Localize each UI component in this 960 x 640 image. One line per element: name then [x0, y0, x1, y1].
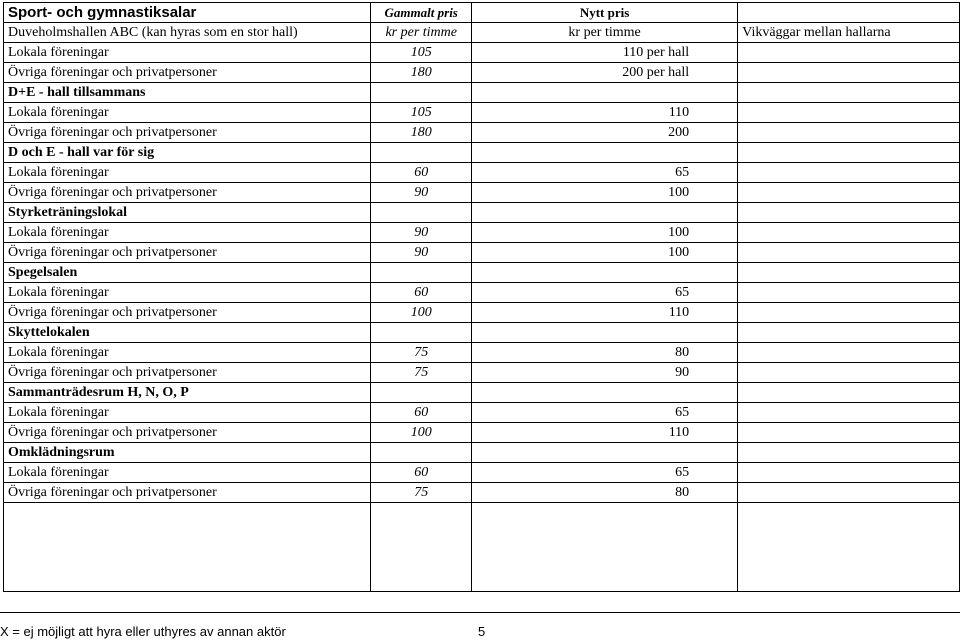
note-cell: [738, 283, 960, 303]
row-label: Lokala föreningar: [4, 343, 371, 363]
note-cell: [738, 443, 960, 463]
table-row: [4, 403, 960, 423]
new-price-cell: 110: [471, 303, 737, 323]
new-price-cell: 65: [471, 163, 737, 183]
note-cell: [738, 163, 960, 183]
section-row: [4, 203, 960, 223]
page-divider: [0, 612, 960, 613]
row-label: Omklädningsrum: [4, 443, 371, 463]
old-price-cell: 90: [371, 183, 472, 203]
row-label: D och E - hall var för sig: [4, 143, 371, 163]
old-price-cell: [371, 83, 472, 103]
new-price-cell: 110: [471, 423, 737, 443]
table-row: [4, 283, 960, 303]
row-label: Övriga föreningar och privatpersoner: [4, 303, 371, 323]
page-number: 5: [478, 624, 486, 639]
table-row: [4, 123, 960, 143]
row-label: Övriga föreningar och privatpersoner: [4, 363, 371, 383]
note-cell: [738, 123, 960, 143]
header-row: [4, 3, 960, 23]
note-cell: [738, 183, 960, 203]
new-price-cell: 65: [471, 463, 737, 483]
table-row: [4, 483, 960, 503]
row-label: Lokala föreningar: [4, 403, 371, 423]
row-label: Duveholmshallen ABC (kan hyras som en stor hall): [4, 23, 371, 43]
new-price-cell: [471, 263, 737, 283]
table-row: [4, 183, 960, 203]
row-label: Spegelsalen: [4, 263, 371, 283]
table-row: [4, 163, 960, 183]
new-price-cell: 100: [471, 243, 737, 263]
old-price-cell: 60: [371, 463, 472, 483]
new-price-cell: 200 per hall: [471, 63, 737, 83]
section-row: [4, 443, 960, 463]
new-price-cell: 100: [471, 223, 737, 243]
old-price-cell: 75: [371, 363, 472, 383]
empty-cell: [4, 503, 371, 592]
new-price-cell: [471, 323, 737, 343]
section-row: [4, 143, 960, 163]
row-label: Övriga föreningar och privatpersoner: [4, 63, 371, 83]
old-price-cell: 75: [371, 483, 472, 503]
new-price-cell: [471, 203, 737, 223]
old-price-cell: 180: [371, 123, 472, 143]
note-cell: [738, 463, 960, 483]
new-price-cell: [471, 443, 737, 463]
column-header-new-price: Nytt pris: [471, 3, 737, 23]
row-label: Lokala föreningar: [4, 103, 371, 123]
note-cell: [738, 203, 960, 223]
note-cell: Vikväggar mellan hallarna: [738, 23, 960, 43]
old-price-cell: 105: [371, 43, 472, 63]
table-row: [4, 223, 960, 243]
old-price-cell: 75: [371, 343, 472, 363]
sheet-title: Sport- och gymnastiksalar: [4, 3, 371, 23]
table-row: [4, 63, 960, 83]
footer-note: X = ej möjligt att hyra eller uthyres av annan aktör: [0, 624, 286, 639]
old-price-cell: 105: [371, 103, 472, 123]
old-price-cell: [371, 263, 472, 283]
row-label: Sammanträdesrum H, N, O, P: [4, 383, 371, 403]
row-label: Övriga föreningar och privatpersoner: [4, 183, 371, 203]
old-price-cell: 90: [371, 223, 472, 243]
empty-cell: [738, 503, 960, 592]
table-row: [4, 463, 960, 483]
new-price-cell: [471, 383, 737, 403]
table-row: [4, 243, 960, 263]
row-label: Övriga föreningar och privatpersoner: [4, 123, 371, 143]
old-price-cell: [371, 143, 472, 163]
table-row: [4, 363, 960, 383]
note-cell: [738, 103, 960, 123]
empty-cell: [471, 503, 737, 592]
note-cell: [738, 323, 960, 343]
price-table: [3, 2, 960, 592]
table-row: [4, 303, 960, 323]
row-label: Styrketräningslokal: [4, 203, 371, 223]
table-row: [4, 423, 960, 443]
row-label: D+E - hall tillsammans: [4, 83, 371, 103]
note-cell: [738, 343, 960, 363]
new-price-cell: 100: [471, 183, 737, 203]
new-price-cell: 80: [471, 343, 737, 363]
note-cell: [738, 263, 960, 283]
section-row: [4, 263, 960, 283]
old-price-cell: 100: [371, 303, 472, 323]
old-price-cell: 90: [371, 243, 472, 263]
note-cell: [738, 423, 960, 443]
note-cell: [738, 43, 960, 63]
note-cell: [738, 383, 960, 403]
note-cell: [738, 63, 960, 83]
note-cell: [738, 83, 960, 103]
old-price-cell: [371, 443, 472, 463]
section-row: [4, 83, 960, 103]
note-cell: [738, 223, 960, 243]
row-label: Lokala föreningar: [4, 43, 371, 63]
table-row: [4, 43, 960, 63]
empty-header-cell: [738, 3, 960, 23]
new-price-cell: kr per timme: [471, 23, 737, 43]
old-price-cell: 60: [371, 283, 472, 303]
table-row: [4, 343, 960, 363]
note-cell: [738, 243, 960, 263]
old-price-cell: 100: [371, 423, 472, 443]
row-label: Lokala föreningar: [4, 283, 371, 303]
section-row: [4, 323, 960, 343]
new-price-cell: 200: [471, 123, 737, 143]
row-label: Övriga föreningar och privatpersoner: [4, 243, 371, 263]
new-price-cell: 65: [471, 403, 737, 423]
old-price-cell: kr per timme: [371, 23, 472, 43]
empty-row: [4, 503, 960, 592]
new-price-cell: 110: [471, 103, 737, 123]
old-price-cell: 180: [371, 63, 472, 83]
old-price-cell: [371, 323, 472, 343]
row-label: Lokala föreningar: [4, 223, 371, 243]
table-row: [4, 103, 960, 123]
row-label: Lokala föreningar: [4, 163, 371, 183]
new-price-cell: [471, 143, 737, 163]
old-price-cell: 60: [371, 403, 472, 423]
new-price-cell: [471, 83, 737, 103]
new-price-cell: 65: [471, 283, 737, 303]
old-price-cell: 60: [371, 163, 472, 183]
row-label: Övriga föreningar och privatpersoner: [4, 483, 371, 503]
note-cell: [738, 483, 960, 503]
row-label: Skyttelokalen: [4, 323, 371, 343]
note-cell: [738, 303, 960, 323]
empty-cell: [371, 503, 472, 592]
row-label: Övriga föreningar och privatpersoner: [4, 423, 371, 443]
column-header-old-price: Gammalt pris: [371, 3, 472, 23]
new-price-cell: 80: [471, 483, 737, 503]
new-price-cell: 110 per hall: [471, 43, 737, 63]
note-cell: [738, 403, 960, 423]
old-price-cell: [371, 383, 472, 403]
section-row: [4, 383, 960, 403]
old-price-cell: [371, 203, 472, 223]
new-price-cell: 90: [471, 363, 737, 383]
row-label: Lokala föreningar: [4, 463, 371, 483]
table-row: [4, 23, 960, 43]
note-cell: [738, 143, 960, 163]
note-cell: [738, 363, 960, 383]
